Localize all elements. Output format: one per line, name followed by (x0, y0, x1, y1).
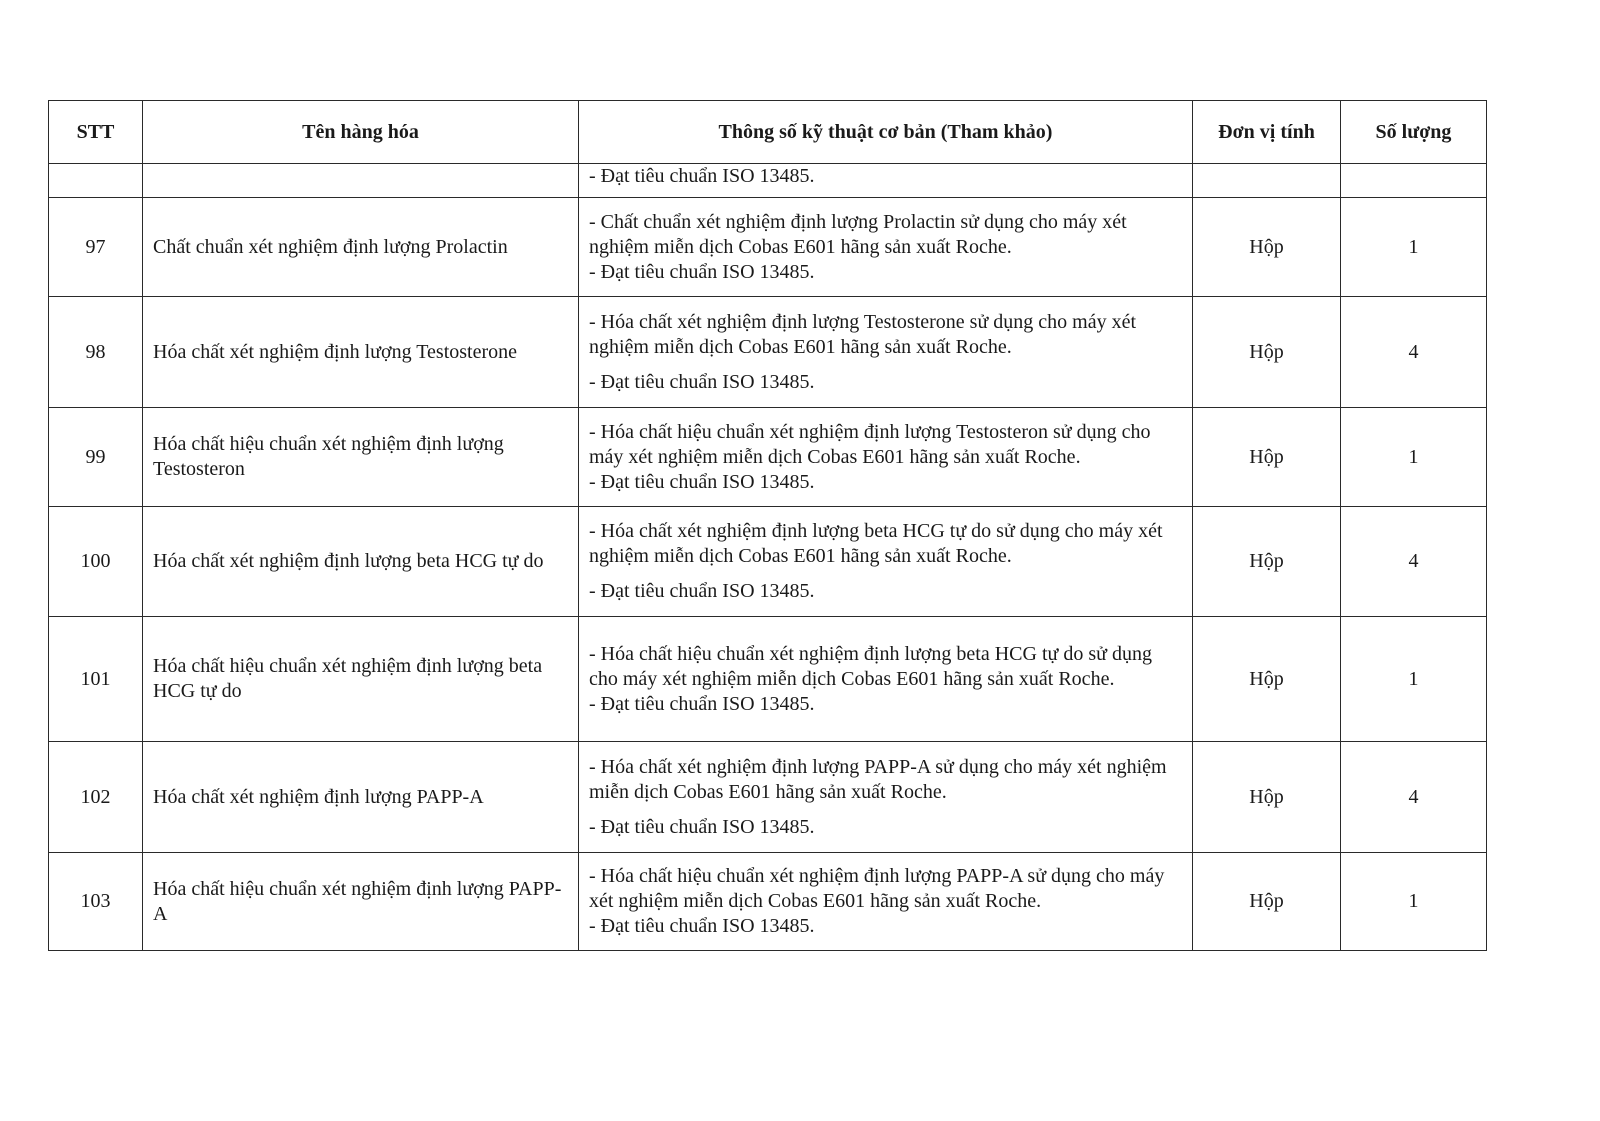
spec-line: - Hóa chất hiệu chuẩn xét nghiệm định lượng beta HCG tự do sử dụng cho máy xét nghiệm miễn dịch Cobas E601 hãng sản xuất Roche. (589, 642, 1152, 690)
header-spec: Thông số kỹ thuật cơ bản (Tham khảo) (579, 101, 1193, 164)
spec-cell (579, 408, 1193, 507)
continuation-stt-cell (49, 164, 143, 198)
spec-cell (579, 507, 1193, 617)
spec-line: - Đạt tiêu chuẩn ISO 13485. (589, 815, 815, 838)
table-header (49, 101, 1487, 164)
stt-cell: 98 (49, 297, 143, 408)
stt-cell: 102 (49, 742, 143, 853)
spec-line: - Đạt tiêu chuẩn ISO 13485. (589, 370, 815, 393)
qty-cell: 4 (1341, 507, 1487, 617)
header-stt: STT (49, 101, 143, 164)
table-row (49, 198, 1487, 297)
table-row (49, 742, 1487, 853)
table-row (49, 297, 1487, 408)
spec-cell (579, 617, 1193, 742)
stt-cell: 97 (49, 198, 143, 297)
spec-line: - Hóa chất hiệu chuẩn xét nghiệm định lượng PAPP-A sử dụng cho máy xét nghiệm miễn dịch Cobas E601 hãng sản xuất Roche. (589, 865, 1165, 912)
qty-cell: 1 (1341, 617, 1487, 742)
header-unit: Đơn vị tính (1193, 101, 1341, 164)
spec-line: - Hóa chất xét nghiệm định lượng beta HCG tự do sử dụng cho máy xét nghiệm miễn dịch Cobas E601 hãng sản xuất Roche. (589, 520, 1163, 567)
goods-spec-table (48, 100, 1487, 951)
continuation-qty-cell (1341, 164, 1487, 198)
stt-cell: 99 (49, 408, 143, 507)
spec-line: - Hóa chất xét nghiệm định lượng Testosterone sử dụng cho máy xét nghiệm miễn dịch Cobas E601 hãng sản xuất Roche. (589, 310, 1137, 358)
spec-line: - Chất chuẩn xét nghiệm định lượng Prolactin sử dụng cho máy xét nghiệm miễn dịch Cobas E601 hãng sản xuất Roche. (589, 210, 1127, 258)
unit-cell: Hộp (1193, 297, 1341, 408)
qty-cell: 1 (1341, 853, 1487, 951)
unit-cell: Hộp (1193, 198, 1341, 297)
unit-cell: Hộp (1193, 853, 1341, 951)
unit-cell: Hộp (1193, 507, 1341, 617)
spec-line: - Hóa chất xét nghiệm định lượng PAPP-A sử dụng cho máy xét nghiệm miễn dịch Cobas E601 hãng sản xuất Roche. (589, 755, 1167, 803)
continuation-row (49, 164, 1487, 198)
stt-cell: 100 (49, 507, 143, 617)
table-row (49, 853, 1487, 951)
unit-cell: Hộp (1193, 617, 1341, 742)
table-row (49, 507, 1487, 617)
spec-cell (579, 853, 1193, 951)
spec-line: - Đạt tiêu chuẩn ISO 13485. (589, 915, 815, 937)
spec-cell (579, 297, 1193, 408)
spec-line: - Đạt tiêu chuẩn ISO 13485. (589, 692, 815, 715)
header-row (49, 101, 1487, 164)
name-cell: Hóa chất xét nghiệm định lượng PAPP-A (143, 742, 579, 853)
name-cell: Hóa chất hiệu chuẩn xét nghiệm định lượng Testosteron (143, 408, 579, 507)
stt-cell: 101 (49, 617, 143, 742)
name-cell: Hóa chất xét nghiệm định lượng beta HCG tự do (143, 507, 579, 617)
qty-cell: 4 (1341, 297, 1487, 408)
spec-cell (579, 198, 1193, 297)
qty-cell: 1 (1341, 198, 1487, 297)
spec-cell (579, 742, 1193, 853)
spec-line: - Đạt tiêu chuẩn ISO 13485. (589, 580, 815, 602)
spec-line: - Đạt tiêu chuẩn ISO 13485. (589, 260, 815, 283)
unit-cell: Hộp (1193, 742, 1341, 853)
table-body (49, 164, 1487, 951)
header-qty: Số lượng (1341, 101, 1487, 164)
spec-line: - Hóa chất hiệu chuẩn xét nghiệm định lượng Testosteron sử dụng cho máy xét nghiệm miễn dịch Cobas E601 hãng sản xuất Roche. (589, 420, 1151, 468)
continuation-spec-cell (579, 164, 1193, 198)
name-cell: Chất chuẩn xét nghiệm định lượng Prolactin (143, 198, 579, 297)
qty-cell: 4 (1341, 742, 1487, 853)
spec-line: - Đạt tiêu chuẩn ISO 13485. (589, 470, 815, 493)
header-name: Tên hàng hóa (143, 101, 579, 164)
table-row (49, 408, 1487, 507)
stt-cell: 103 (49, 853, 143, 951)
unit-cell: Hộp (1193, 408, 1341, 507)
name-cell: Hóa chất xét nghiệm định lượng Testosterone (143, 297, 579, 408)
continuation-unit-cell (1193, 164, 1341, 198)
qty-cell: 1 (1341, 408, 1487, 507)
spec-line: - Đạt tiêu chuẩn ISO 13485. (589, 165, 815, 187)
name-cell: Hóa chất hiệu chuẩn xét nghiệm định lượng beta HCG tự do (143, 617, 579, 742)
name-cell: Hóa chất hiệu chuẩn xét nghiệm định lượng PAPP-A (143, 853, 579, 951)
continuation-name-cell (143, 164, 579, 198)
table-row (49, 617, 1487, 742)
